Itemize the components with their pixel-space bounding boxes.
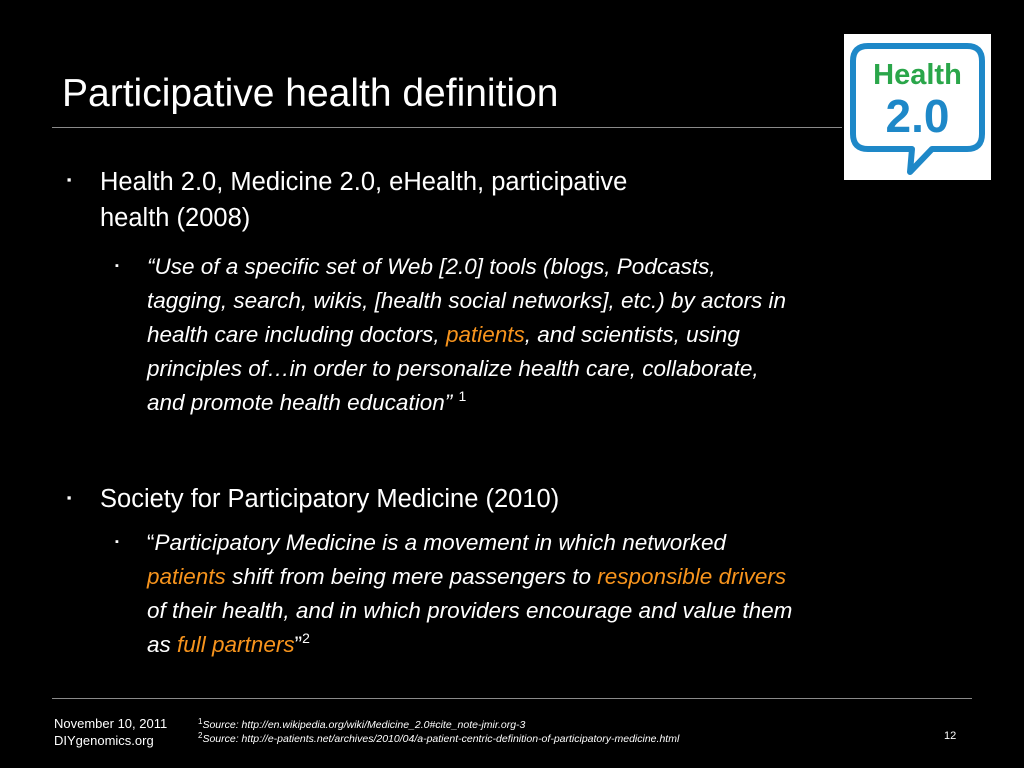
quote-text: Participatory Medicine is a movement in which networked: [154, 530, 726, 555]
quote-line: [147, 318, 740, 352]
sub-bullet-marker: ▪: [115, 260, 119, 272]
footnote-text: Source: http://e-patients.net/archives/2010/04/a-patient-centric-definition-of-participatory-medicine.html: [202, 733, 680, 745]
bullet-text: Society for Participatory Medicine (2010): [100, 485, 560, 513]
quote-mark: “: [147, 530, 155, 555]
sub-bullet-marker: ▪: [115, 536, 119, 548]
quote-text: , and scientists, using: [524, 322, 740, 347]
quote-line: “Use of a specific set of Web [2.0] tools (blogs, Podcasts,: [147, 254, 716, 279]
footnote-text: Source: http://en.wikipedia.org/wiki/Medicine_2.0#cite_note-jmir.org-3: [202, 719, 526, 731]
highlight-patients: patients: [147, 564, 226, 589]
footnote-ref: 2: [302, 630, 310, 646]
health-2-0-logo: [844, 34, 991, 180]
slide-title: Participative health definition: [62, 72, 559, 115]
quote-text: as: [147, 632, 178, 657]
footnote-ref: 1: [458, 388, 467, 404]
highlight-responsible-drivers: responsible drivers: [597, 564, 787, 589]
logo-text-health: Health: [873, 59, 962, 91]
speech-bubble-logo-icon: [844, 34, 991, 180]
quote-text: health care including doctors,: [147, 322, 446, 347]
quote-line: tagging, search, wikis, [health social networks], etc.) by actors in: [147, 288, 787, 313]
quote-line: [147, 386, 466, 420]
quote-line: of their health, and in which providers encourage and value them: [147, 598, 793, 623]
highlight-full-partners: full partners: [177, 632, 295, 657]
bullet-marker: ▪: [66, 172, 72, 187]
footer-date: November 10, 2011: [54, 716, 168, 731]
footnote-source: [198, 732, 679, 746]
footer-org: DIYgenomics.org: [54, 733, 154, 748]
footnote-number: 1: [198, 717, 203, 726]
page-number: 12: [944, 730, 957, 742]
title-divider: [52, 127, 842, 128]
logo-text-version: 2.0: [885, 90, 950, 142]
quote-line: principles of…in order to personalize health care, collaborate,: [147, 356, 759, 381]
quote-mark: ”: [294, 632, 303, 657]
footnote-source: [198, 718, 525, 732]
quote-line: [147, 560, 786, 594]
bullet-text: health (2008): [100, 204, 251, 232]
highlight-patients: patients: [445, 322, 525, 347]
footer-divider: [52, 698, 972, 699]
footnote-number: 2: [198, 731, 203, 740]
bullet-marker: ▪: [66, 490, 72, 505]
quote-text: and promote health education”: [147, 390, 453, 415]
quote-text: shift from being mere passengers to: [225, 564, 598, 589]
quote-line: [147, 628, 310, 662]
bullet-text: Health 2.0, Medicine 2.0, eHealth, participative: [100, 168, 628, 196]
quote-line: [147, 526, 726, 560]
